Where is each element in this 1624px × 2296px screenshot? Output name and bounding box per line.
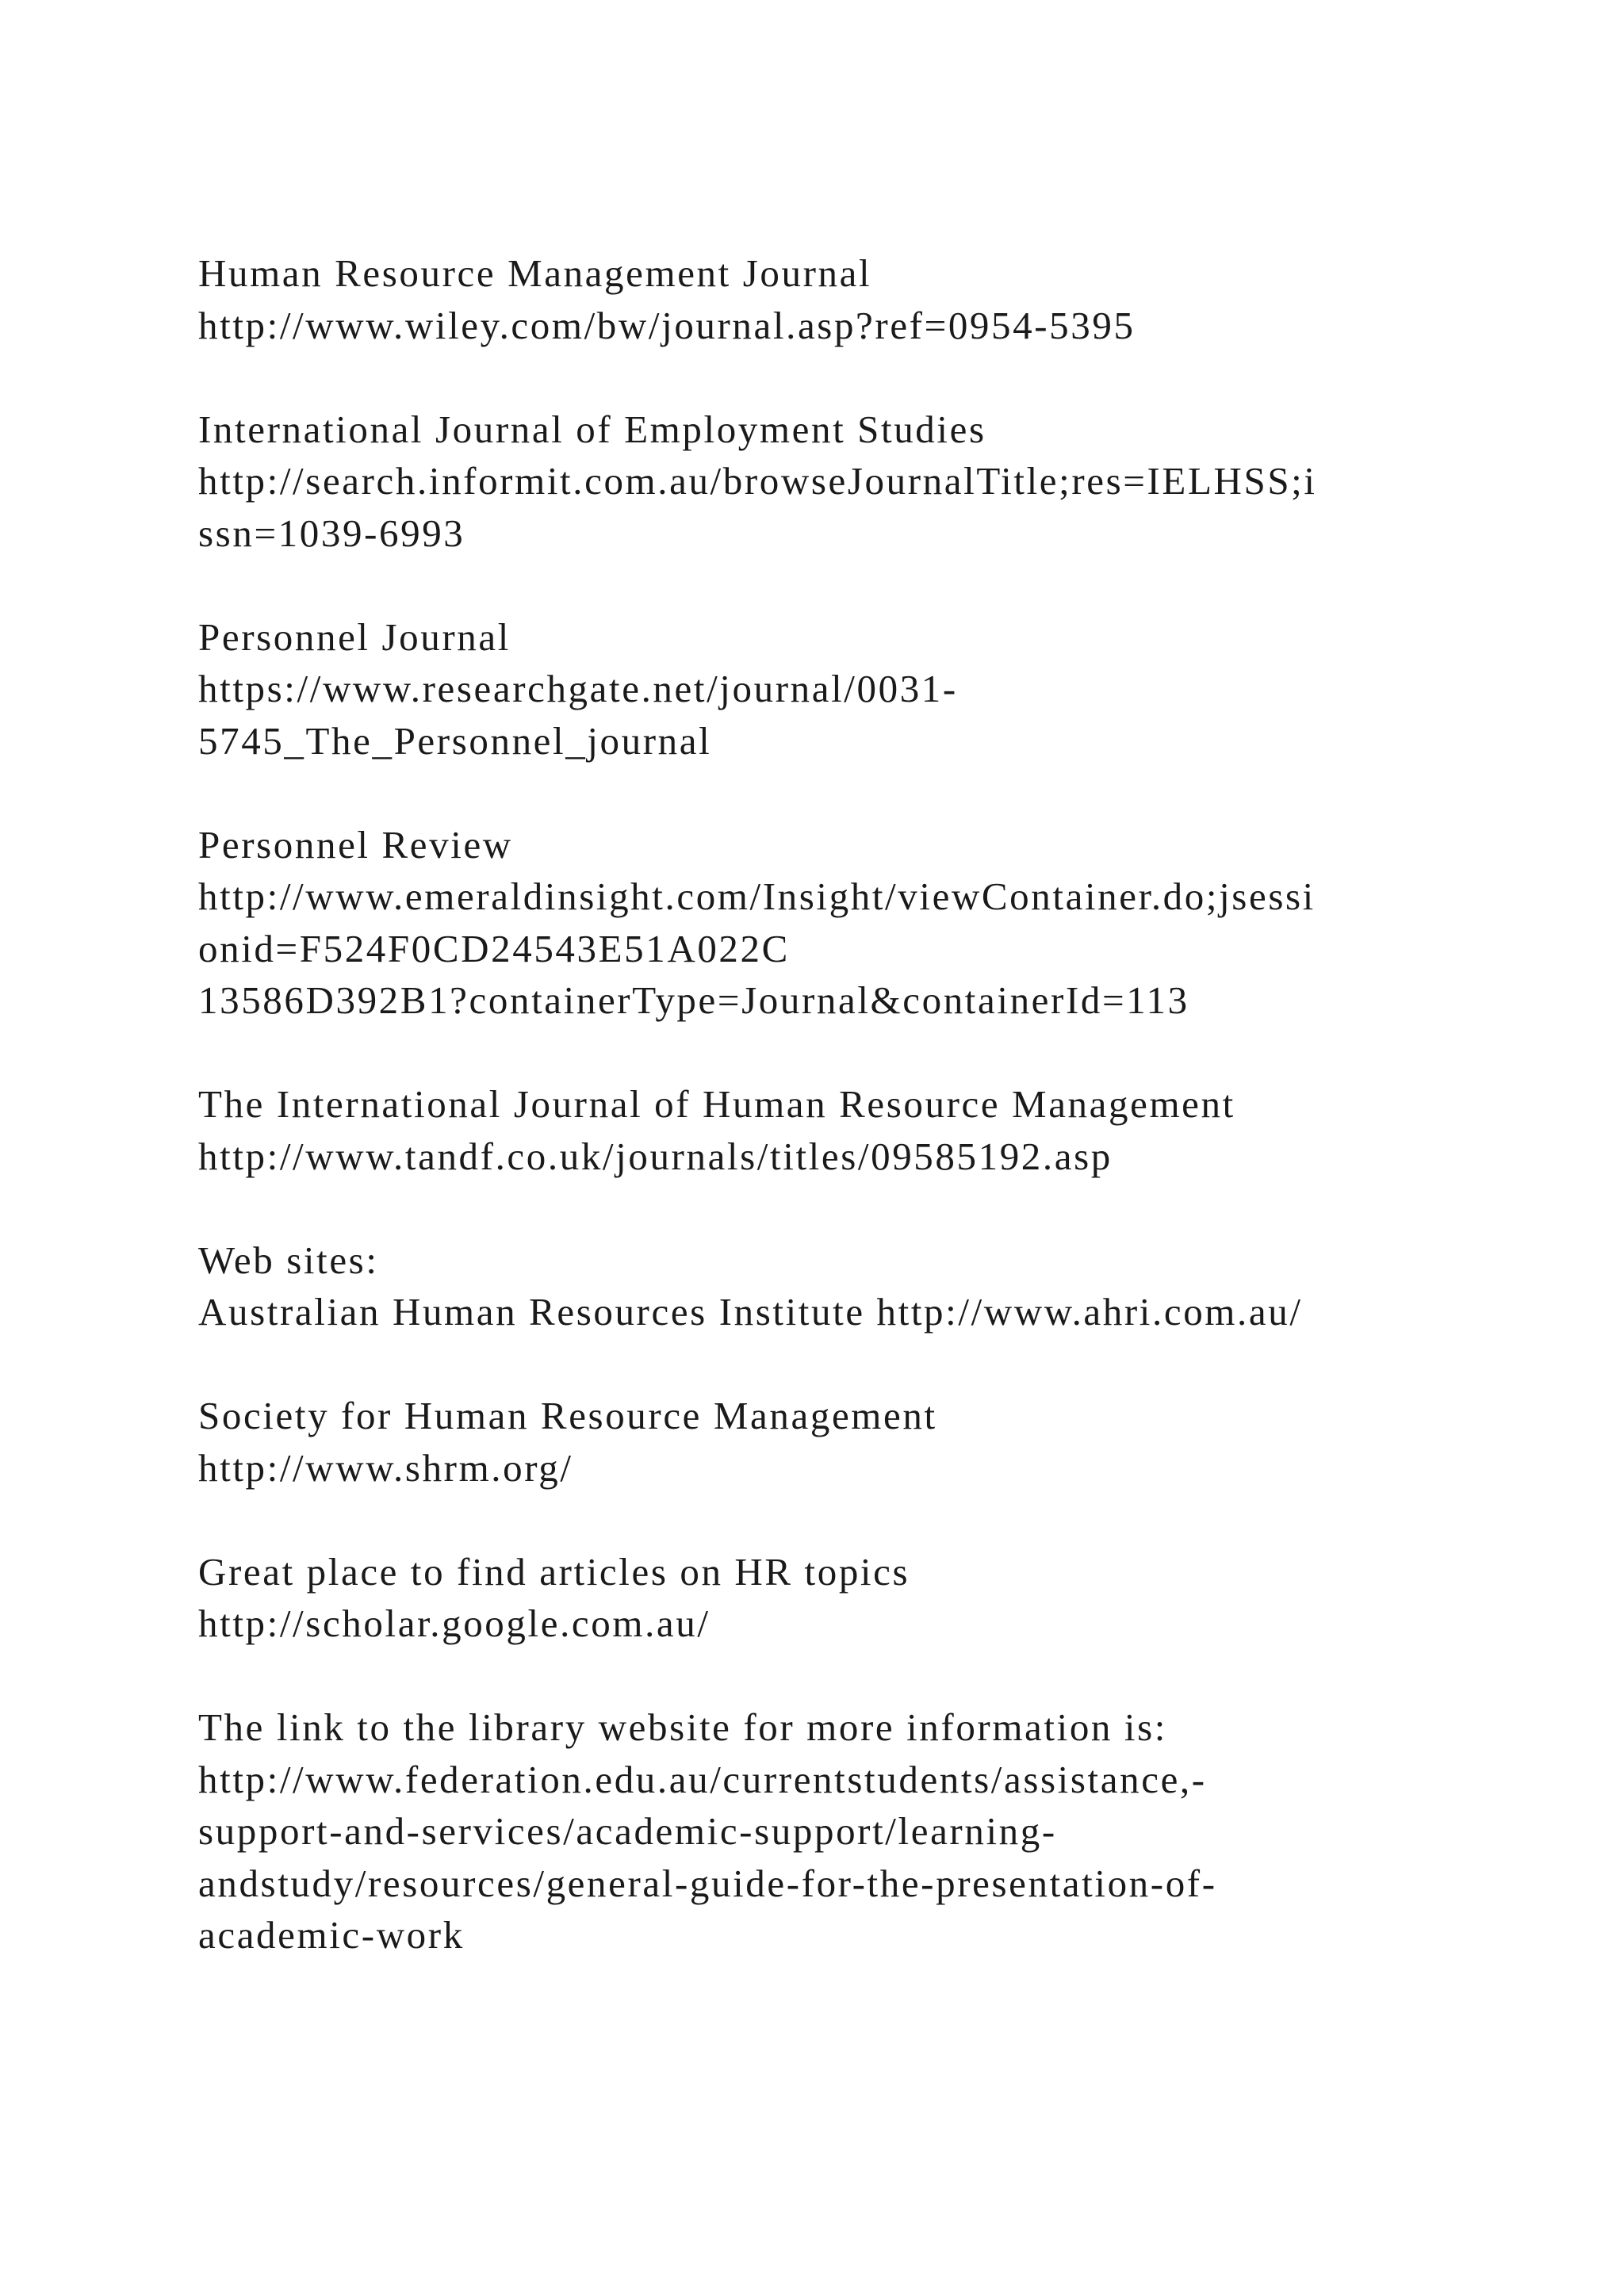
entry-title: International Journal of Employment Studies <box>198 407 986 451</box>
entry-url: 13586D392B1?containerType=Journal&containerId=113 <box>198 978 1189 1022</box>
entry-url: onid=F524F0CD24543E51A022C <box>198 926 790 970</box>
entry-url: http://www.wiley.com/bw/journal.asp?ref=0954-5395 <box>198 303 1136 347</box>
entry-title: Human Resource Management Journal <box>198 251 872 295</box>
entry-title: Personnel Review <box>198 822 513 867</box>
spacer <box>198 1650 1546 1702</box>
entry-url: http://www.shrm.org/ <box>198 1445 573 1490</box>
entry-url: http://search.informit.com.au/browseJournalTitle;res=IELHSS;i <box>198 459 1317 503</box>
web-sites-section <box>198 1234 1546 1338</box>
entry-url: academic-work <box>198 1913 465 1957</box>
journal-entry-ijes <box>198 404 1546 560</box>
shrm-entry <box>198 1390 1546 1494</box>
entry-title: Great place to find articles on HR topics <box>198 1549 910 1594</box>
entry-url: andstudy/resources/general-guide-for-the-presentation-of- <box>198 1861 1217 1905</box>
scholar-entry <box>198 1546 1546 1650</box>
entry-url: http://www.federation.edu.au/currentstudents/assistance,- <box>198 1757 1207 1801</box>
web-sites-heading: Web sites: <box>198 1238 379 1282</box>
document-body <box>198 247 1546 1961</box>
entry-url: ssn=1039-6993 <box>198 511 465 555</box>
spacer <box>198 1338 1546 1391</box>
entry-title: Society for Human Resource Management <box>198 1394 937 1437</box>
spacer <box>198 1027 1546 1079</box>
journal-entry-hrmj <box>198 247 1546 351</box>
entry-url: http://scholar.google.com.au/ <box>198 1601 710 1645</box>
library-entry <box>198 1701 1546 1961</box>
spacer <box>198 559 1546 611</box>
entry-url: http://www.emeraldinsight.com/Insight/viewContainer.do;jsessi <box>198 874 1316 918</box>
journal-entry-personnel-journal <box>198 611 1546 767</box>
spacer <box>198 1182 1546 1234</box>
ahri-entry: Australian Human Resources Institute http://www.ahri.com.au/ <box>198 1290 1303 1334</box>
entry-url: 5745_The_Personnel_journal <box>198 718 712 763</box>
journal-entry-ijhrm <box>198 1078 1546 1182</box>
entry-url: http://www.tandf.co.uk/journals/titles/09585192.asp <box>198 1134 1113 1178</box>
entry-title: The International Journal of Human Resource Management <box>198 1082 1235 1126</box>
spacer <box>198 351 1546 404</box>
journal-entry-personnel-review <box>198 819 1546 1027</box>
entry-url: support-and-services/academic-support/learning- <box>198 1809 1057 1853</box>
spacer <box>198 767 1546 819</box>
entry-url: https://www.researchgate.net/journal/0031- <box>198 667 958 710</box>
entry-title: Personnel Journal <box>198 614 511 659</box>
entry-title: The link to the library website for more information is: <box>198 1705 1167 1749</box>
spacer <box>198 1494 1546 1546</box>
